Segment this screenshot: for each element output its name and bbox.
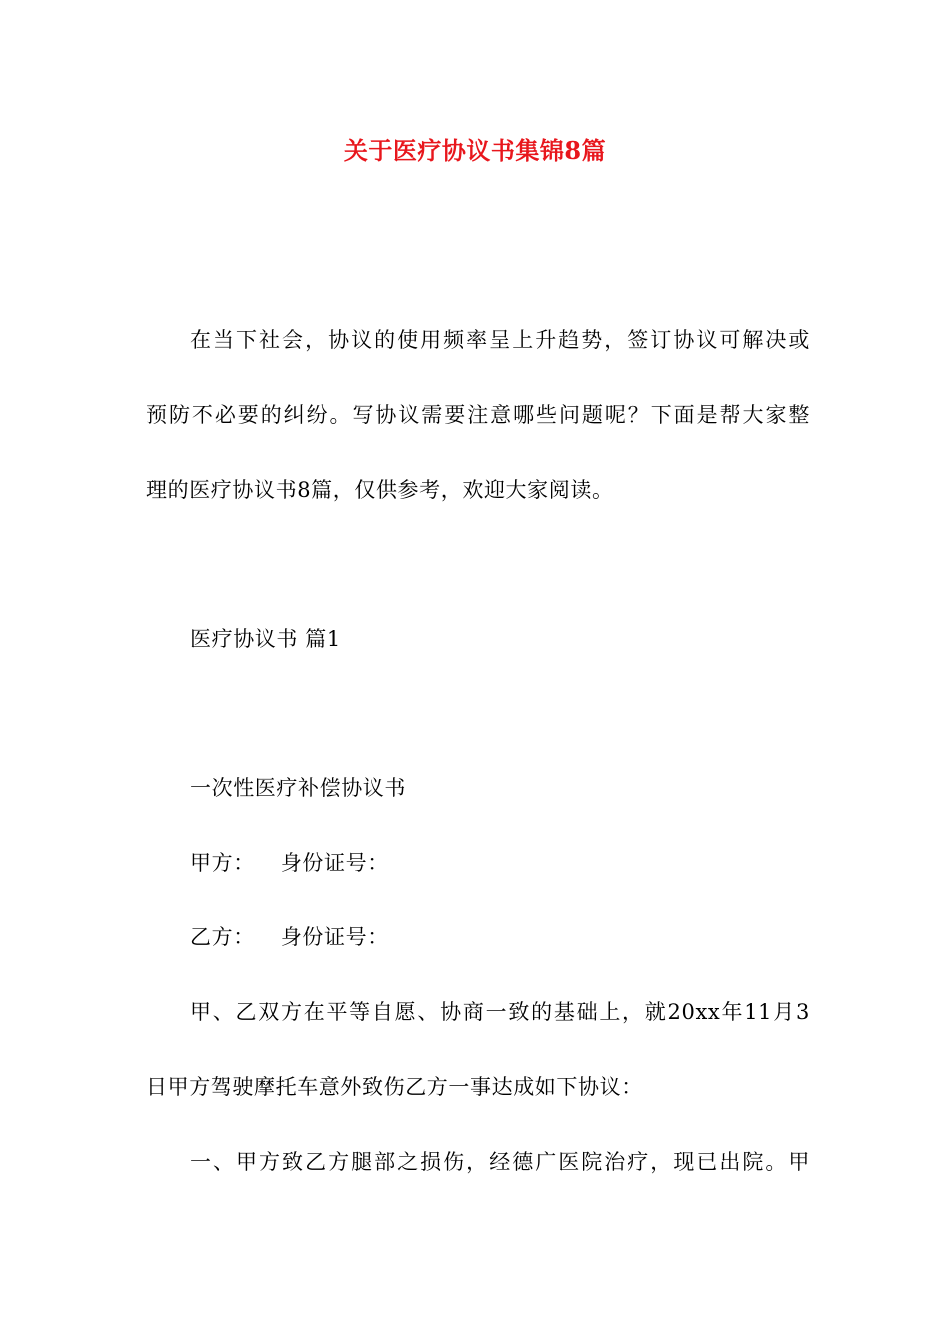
party-b-line bbox=[190, 922, 810, 952]
intro-paragraph-line-2: 预防不必要的纠纷。写协议需要注意哪些问题呢？下面是帮大家整 bbox=[146, 403, 810, 427]
preamble-line-2: 日甲方驾驶摩托车意外致伤乙方一事达成如下协议： bbox=[146, 1075, 643, 1099]
intro-paragraph-line-1: 在当下社会，协议的使用频率呈上升趋势，签订协议可解决或 bbox=[190, 328, 810, 352]
intro-paragraph-line-3: 理的医疗协议书8篇，仅供参考，欢迎大家阅读。 bbox=[146, 478, 614, 502]
section-heading: 医疗协议书 篇1 bbox=[190, 627, 341, 651]
party-a-id-label: 身份证号： bbox=[280, 851, 389, 875]
party-b-label: 乙方： bbox=[190, 925, 255, 949]
agreement-title: 一次性医疗补偿协议书 bbox=[190, 776, 406, 800]
party-b-id-label: 身份证号： bbox=[280, 925, 389, 949]
clause-1-line-1: 一、甲方致乙方腿部之损伤，经德广医院治疗，现已出院。甲 bbox=[190, 1150, 810, 1174]
party-a-line bbox=[190, 848, 810, 878]
party-a-label: 甲方： bbox=[190, 851, 255, 875]
document-title: 关于医疗协议书集锦8篇 bbox=[343, 136, 607, 165]
preamble-line-1: 甲、乙双方在平等自愿、协商一致的基础上，就20xx年11月3 bbox=[190, 1000, 810, 1024]
